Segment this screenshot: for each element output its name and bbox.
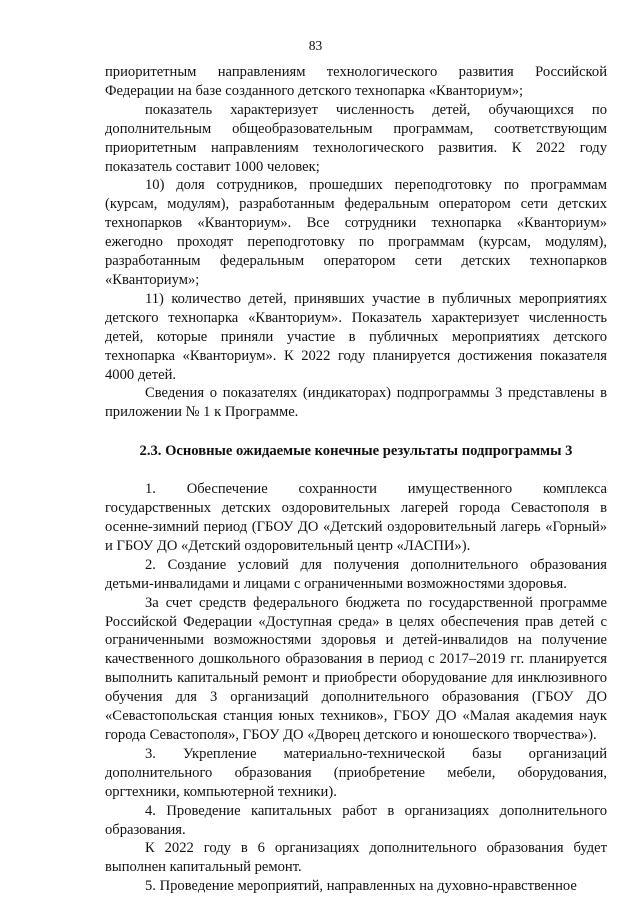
paragraph: К 2022 году в 6 организациях дополнительного образования будет выполнен капитальный ремонт. [105,840,607,876]
paragraph: показатель характеризует численность детей, обучающихся по дополнительным общеобразовательным программам, соответствующим приоритетным направлениям технологического развития. К 2022 году показатель составит 1000 человек; [105,101,607,175]
paragraph: 3. Укрепление материально-технической базы организаций дополнительного образования (приобретение мебели, оборудования, оргтехники, компьютерной техники). [105,745,607,800]
paragraph: За счет средств федерального бюджета по государственной программе Российской Федерации «Доступная среда» в целях обеспечения прав детей с ограниченными возможностями здоровья и детей-инвалидов на получение качественного дошкольного образования в период с 2017–2019 гг. планируется выполнить капитальный ремонт и приобрести оборудование для инклюзивного обучения для 3 организаций дополнительного образования (ГБОУ ДО «Севастопольская станция юных техников», ГБОУ ДО «Малая академия наук города Севастополя», ГБОУ ДО «Дворец детского и юношеского творчества»). [105,594,607,743]
paragraph: 4. Проведение капитальных работ в организациях дополнительного образования. [105,802,607,838]
paragraph: 2. Создание условий для получения дополнительного образования детьми-инвалидами и лицами с ограниченными возможностями здоровья. [105,556,607,592]
paragraph: 10) доля сотрудников, прошедших переподготовку по программам (курсам, модулям), разработанным федеральным оператором сети детских технопарков «Кванториум». Все сотрудники технопарка «Кванториум» ежегодно проходят переподготовку по программам (курсам, модулям), разработанным федеральным оператором сети детских технопарков «Кванториум»; [105,177,607,288]
paragraphs-after [105,480,607,896]
paragraph: 5. Проведение мероприятий, направленных на духовно-нравственное [145,878,577,895]
page-number: 83 [308,38,323,53]
paragraph: 1. Обеспечение сохранности имущественного комплекса государственных детских оздоровительных лагерей города Севастополя в осенне-зимний период (ГБОУ ДО «Детский оздоровительный лагерь «Горный» и ГБОУ ДО «Детский оздоровительный центр «ЛАСПИ»). [105,481,607,554]
paragraph: 11) количество детей, принявших участие в публичных мероприятиях детского технопарка «Кванториум». Показатель характеризует численность детей, которые приняли участие в публичных мероприятиях детского технопарка «Кванториум». К 2022 году планируется достижения показателя 4000 детей. [105,290,607,383]
section-heading: 2.3. Основные ожидаемые конечные результаты подпрограммы 3 [139,443,573,460]
page-content [105,63,607,896]
paragraph: Сведения о показателях (индикаторах) подпрограммы 3 представлены в приложении № 1 к Программе. [105,385,607,421]
paragraph: приоритетным направлениям технологического развития Российской Федерации на базе созданного детского технопарка «Кванториум»; [105,64,607,99]
paragraphs-before [105,63,607,422]
